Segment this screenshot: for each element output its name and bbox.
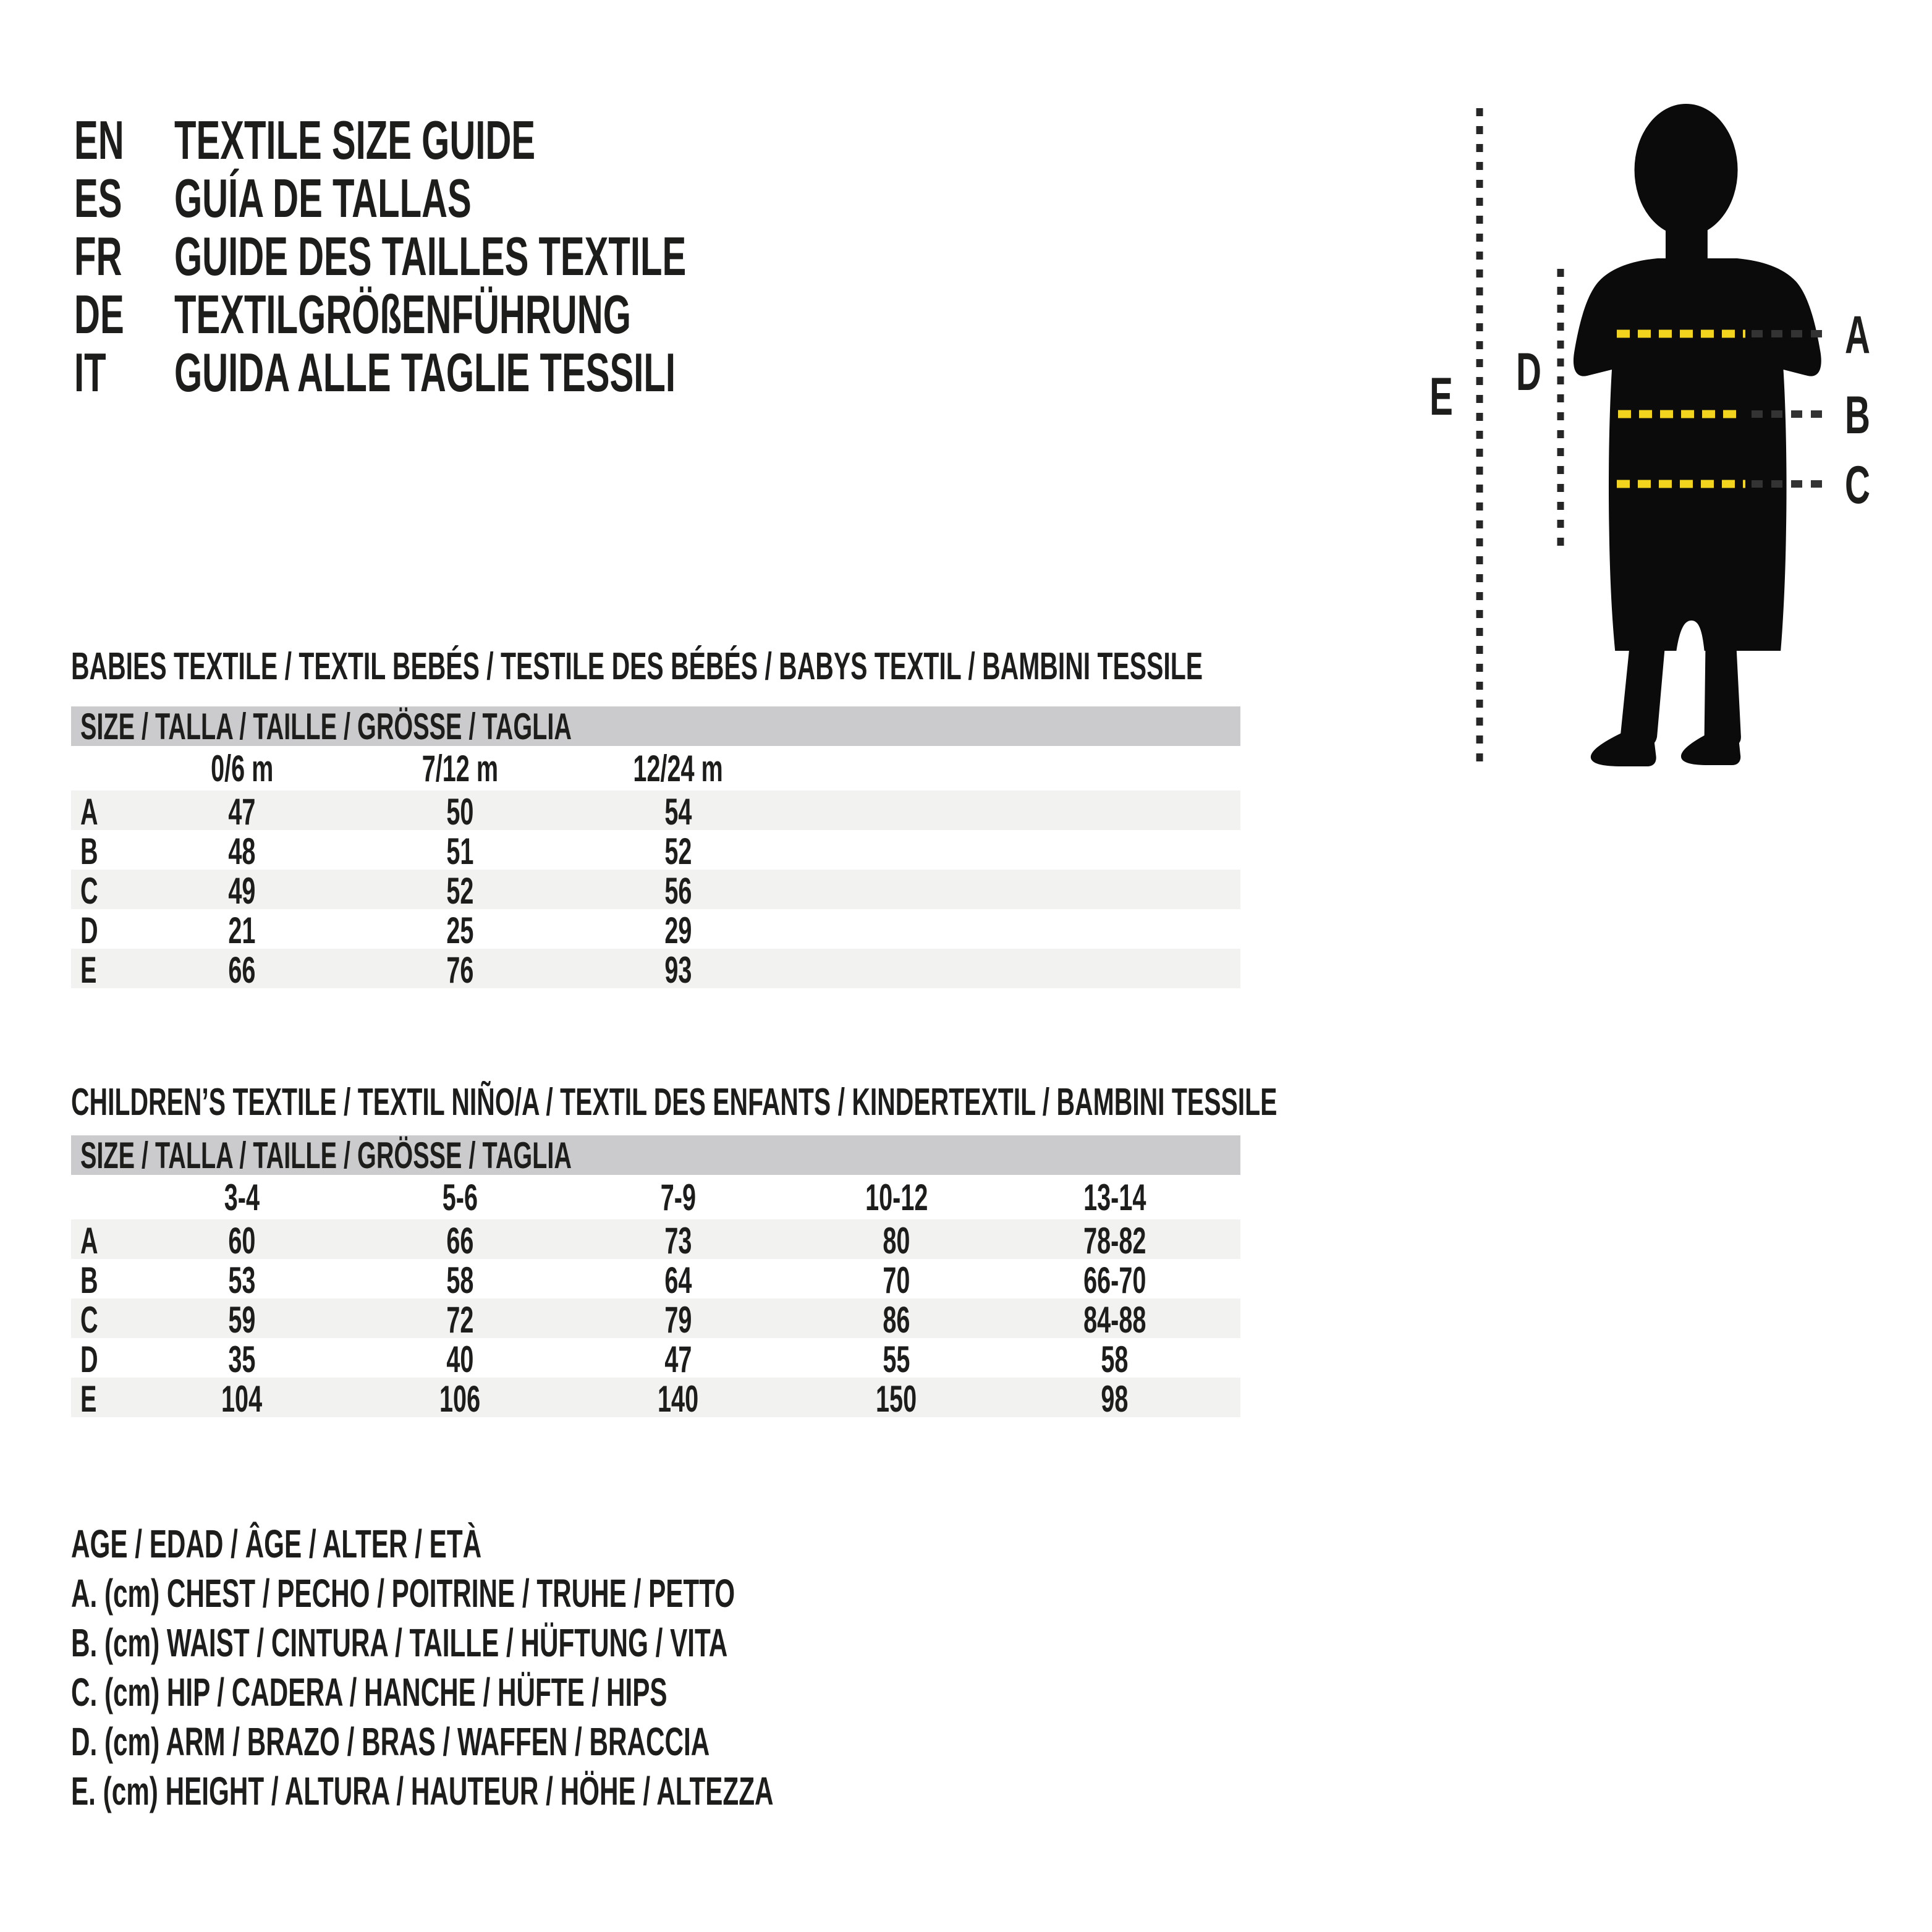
value-cell: 52: [664, 831, 692, 872]
value-cell: 52: [446, 870, 474, 912]
row-label: A: [80, 791, 98, 833]
column-header: 5-6: [442, 1176, 478, 1218]
column-header: 13-14: [1083, 1176, 1146, 1218]
table-row: [71, 830, 1240, 870]
row-label: B: [80, 831, 98, 872]
section-title: CHILDREN’S TEXTILE / TEXTIL NIÑO/A / TEXTIL DES ENFANTS / KINDERTEXTIL / BAMBINI TESSILE: [71, 1081, 1277, 1124]
value-cell: 86: [883, 1299, 910, 1341]
measure-label-c: C: [1845, 455, 1870, 515]
child-silhouette-icon: [1574, 104, 1821, 766]
value-cell: 70: [883, 1260, 910, 1301]
row-label: B: [80, 1260, 98, 1301]
value-cell: 93: [664, 949, 692, 991]
value-cell: 48: [228, 831, 256, 872]
row-label: E: [80, 1378, 97, 1420]
value-cell: 66: [446, 1220, 474, 1261]
language-code: ES: [74, 167, 122, 229]
row-label: D: [80, 1339, 98, 1380]
size-header-bar: SIZE / TALLA / TAILLE / GRÖSSE / TAGLIA: [71, 1135, 1240, 1175]
column-header: 7/12 m: [422, 747, 499, 789]
column-header-row: [71, 746, 1240, 790]
value-cell: 47: [664, 1339, 692, 1380]
value-cell: 21: [228, 910, 256, 951]
column-header: 10-12: [865, 1176, 928, 1218]
measure-label-e: E: [1430, 367, 1453, 426]
language-title: GUIDE DES TAILLES TEXTILE: [174, 226, 687, 287]
value-cell: 53: [228, 1260, 256, 1301]
row-label: A: [80, 1220, 98, 1261]
value-cell: 106: [439, 1378, 481, 1420]
language-code: EN: [74, 109, 124, 171]
legend-item-height: E. (cm) HEIGHT / ALTURA / HAUTEUR / HÖHE / ALTEZZA: [71, 1769, 774, 1813]
value-cell: 40: [446, 1339, 474, 1380]
row-label: D: [80, 910, 98, 951]
measurement-legend: [71, 1519, 1135, 1816]
language-row-en: [74, 109, 950, 171]
value-cell: 49: [228, 870, 256, 912]
language-code: IT: [74, 342, 106, 403]
language-row-es: [74, 167, 950, 229]
legend-item-chest: A. (cm) CHEST / PECHO / POITRINE / TRUHE / PETTO: [71, 1571, 735, 1616]
value-cell: 76: [446, 949, 474, 991]
value-cell: 80: [883, 1220, 910, 1261]
value-cell: 66: [228, 949, 256, 991]
legend-item-hip: C. (cm) HIP / CADERA / HANCHE / HÜFTE / HIPS: [71, 1670, 667, 1714]
value-cell: 47: [228, 791, 256, 833]
table-row: [71, 790, 1240, 833]
value-cell: 84-88: [1083, 1299, 1146, 1341]
language-title: GUÍA DE TALLAS: [174, 167, 472, 229]
table-row: [71, 1219, 1240, 1259]
children-textile-section: [71, 1081, 1277, 1420]
table-row: [71, 1299, 1240, 1341]
legend-item-arm: D. (cm) ARM / BRAZO / BRAS / WAFFEN / BRACCIA: [71, 1719, 710, 1764]
measure-label-a: A: [1845, 305, 1870, 365]
language-code: DE: [74, 284, 124, 345]
legend-age-line: AGE / EDAD / ÂGE / ALTER / ETÀ: [71, 1522, 482, 1566]
language-title: TEXTILE SIZE GUIDE: [174, 109, 536, 171]
size-measure-figure: [1412, 93, 1900, 789]
value-cell: 98: [1101, 1378, 1129, 1420]
value-cell: 55: [883, 1339, 910, 1380]
section-title: BABIES TEXTILE / TEXTIL BEBÉS / TESTILE DES BÉBÉS / BABYS TEXTIL / BAMBINI TESSILE: [71, 645, 1203, 688]
value-cell: 58: [446, 1260, 474, 1301]
table-row: [71, 949, 1240, 991]
value-cell: 73: [664, 1220, 692, 1261]
value-cell: 35: [228, 1339, 256, 1380]
column-header: 7-9: [660, 1176, 697, 1218]
table-row: [71, 1378, 1240, 1420]
value-cell: 72: [446, 1299, 474, 1341]
measure-label-b: B: [1845, 386, 1870, 445]
value-cell: 54: [664, 791, 692, 833]
value-cell: 25: [446, 910, 474, 951]
value-cell: 58: [1101, 1339, 1129, 1380]
row-label: C: [80, 870, 98, 912]
value-cell: 66-70: [1083, 1260, 1146, 1301]
value-cell: 79: [664, 1299, 692, 1341]
language-row-de: [74, 283, 950, 345]
row-label: E: [80, 949, 97, 991]
row-label: C: [80, 1299, 98, 1341]
column-header: 0/6 m: [210, 747, 274, 789]
language-code: FR: [74, 226, 122, 287]
value-cell: 140: [658, 1378, 699, 1420]
value-cell: 59: [228, 1299, 256, 1341]
table-row: [71, 1338, 1240, 1378]
column-header: 3-4: [224, 1176, 260, 1218]
language-title: TEXTILGRÖßENFÜHRUNG: [174, 284, 631, 345]
language-row-it: [74, 341, 950, 403]
babies-textile-section: [71, 645, 1240, 991]
language-list: [74, 109, 950, 403]
value-cell: 60: [228, 1220, 256, 1261]
column-header-row: [71, 1175, 1240, 1219]
language-row-fr: [74, 225, 950, 287]
value-cell: 64: [664, 1260, 692, 1301]
size-header-bar: SIZE / TALLA / TAILLE / GRÖSSE / TAGLIA: [71, 706, 1240, 746]
language-title: GUIDA ALLE TAGLIE TESSILI: [174, 342, 676, 403]
legend-item-waist: B. (cm) WAIST / CINTURA / TAILLE / HÜFTUNG / VITA: [71, 1621, 728, 1665]
table-row: [71, 909, 1240, 949]
value-cell: 78-82: [1083, 1220, 1146, 1261]
value-cell: 29: [664, 910, 692, 951]
value-cell: 51: [446, 831, 474, 872]
value-cell: 56: [664, 870, 692, 912]
table-row: [71, 1259, 1240, 1299]
table-row: [71, 870, 1240, 912]
value-cell: 150: [876, 1378, 917, 1420]
value-cell: 104: [221, 1378, 263, 1420]
column-header: 12/24 m: [633, 747, 724, 789]
measure-label-d: D: [1516, 342, 1541, 402]
value-cell: 50: [446, 791, 474, 833]
